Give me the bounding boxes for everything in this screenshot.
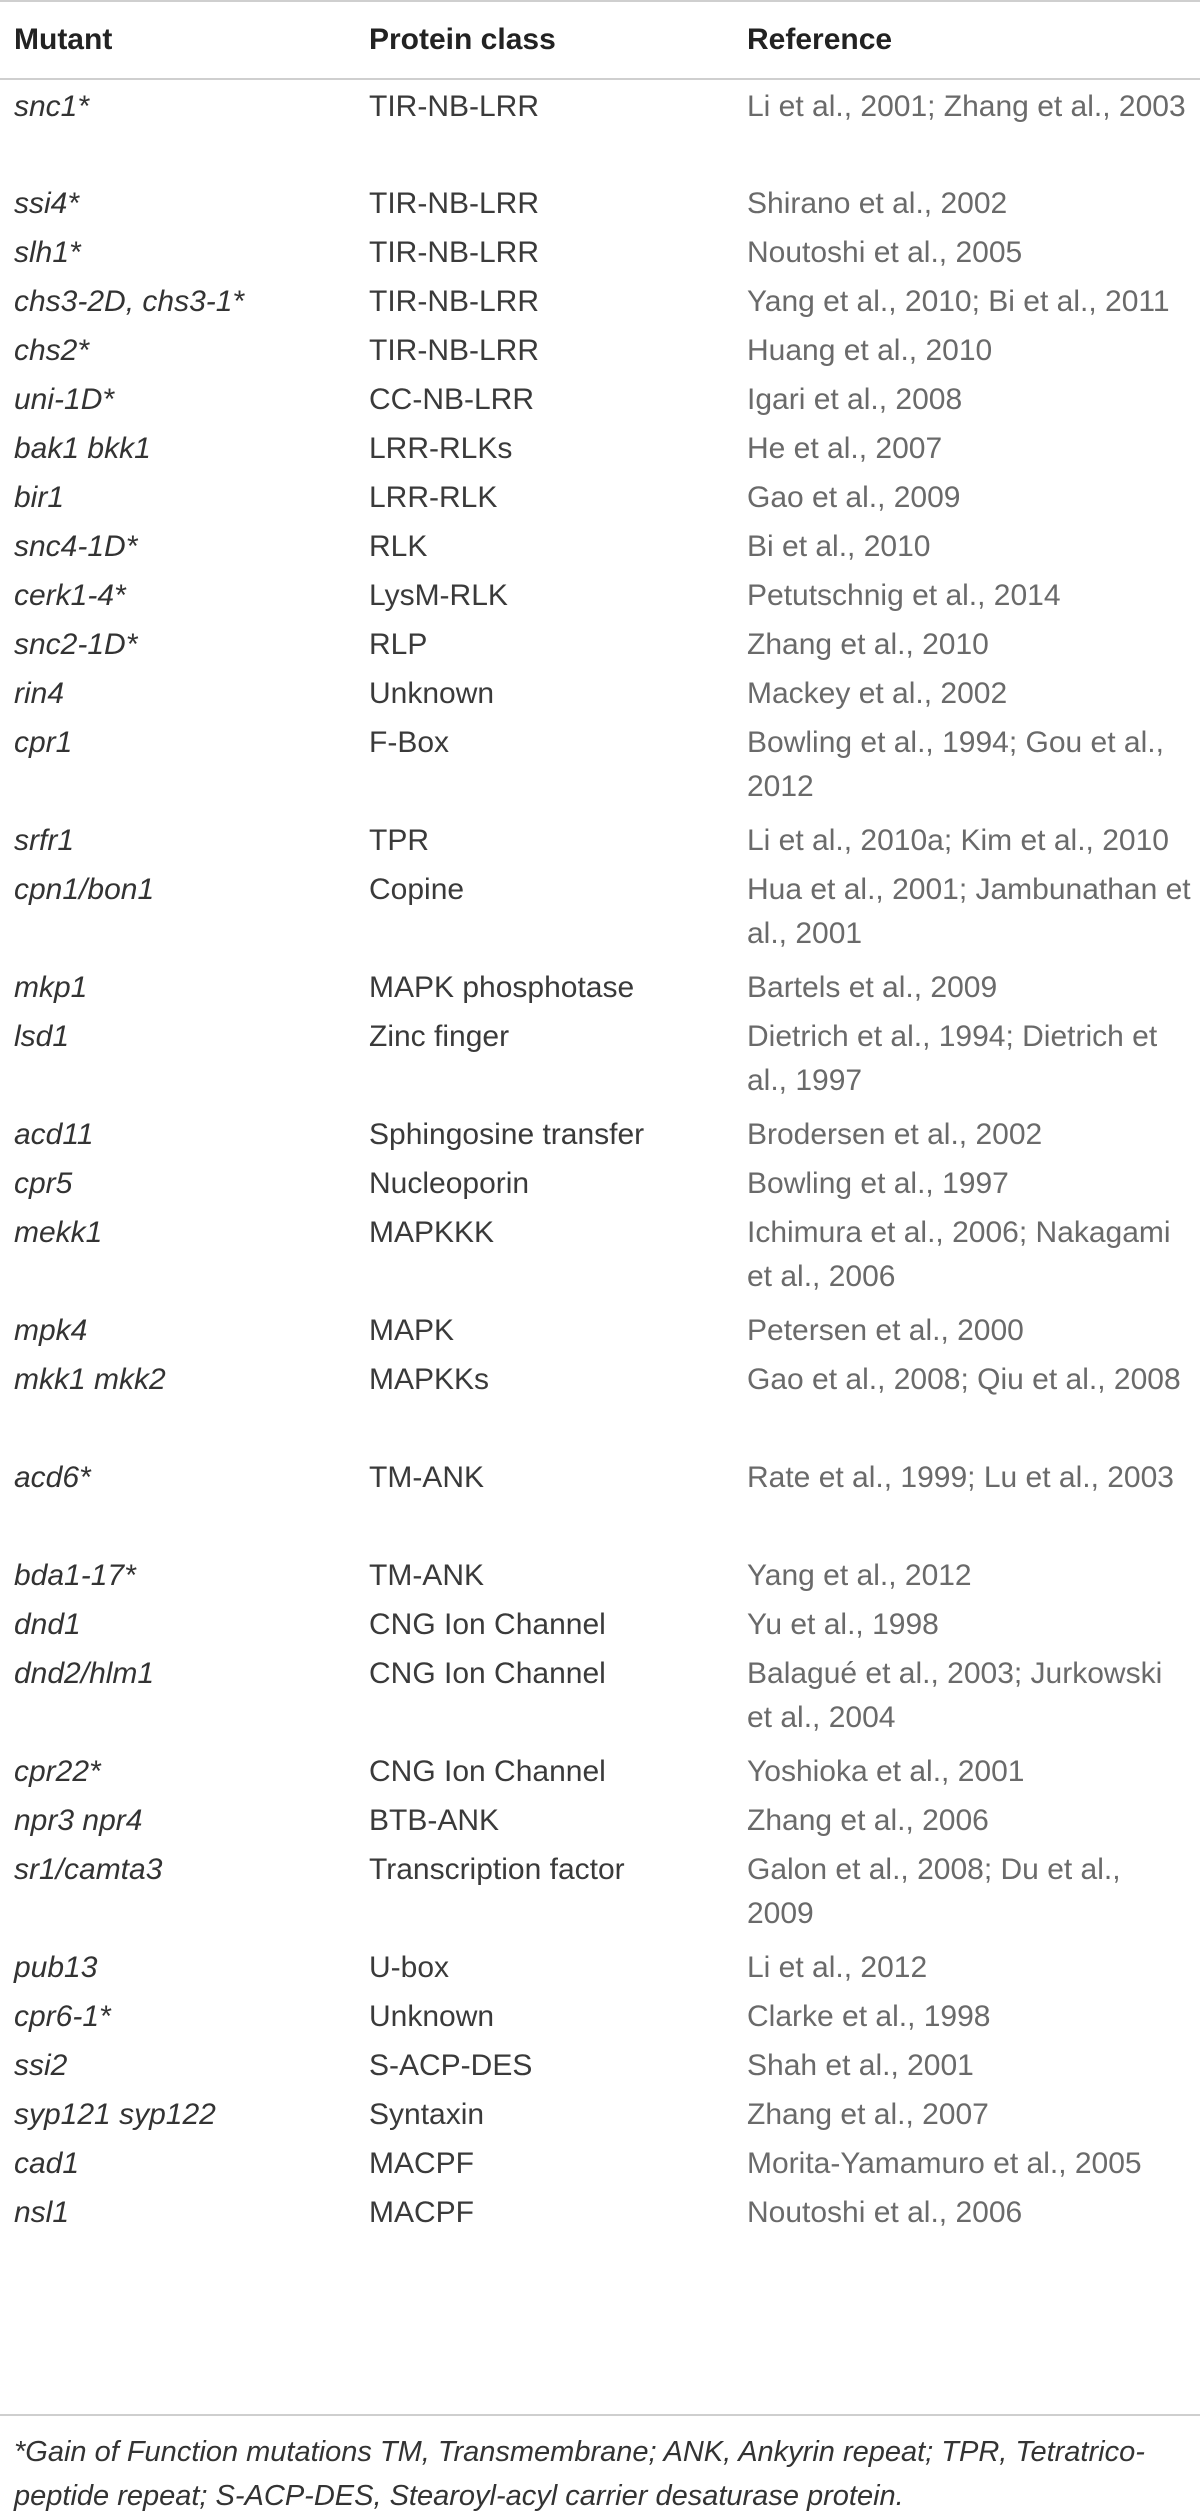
mutant-cell: snc2-1D*: [14, 628, 138, 661]
protein-class-cell: Zinc finger: [369, 1020, 510, 1053]
reference-cell: Li et al., 2001; Zhang et al., 2003: [747, 90, 1186, 123]
table-row: [0, 520, 1200, 569]
mutant-cell: sr1/camta3: [14, 1853, 163, 1886]
protein-class-cell: U-box: [369, 1951, 450, 1984]
protein-class-cell: F-Box: [369, 726, 450, 759]
table-row: [0, 1157, 1200, 1206]
mutant-cell: chs3-2D, chs3-1*: [14, 285, 245, 318]
table-row: [0, 2088, 1200, 2137]
protein-class-cell: Copine: [369, 873, 465, 906]
table-row: [0, 1304, 1200, 1353]
reference-cell: Petersen et al., 2000: [747, 1314, 1024, 1347]
reference-cell: Gao et al., 2008; Qiu et al., 2008: [747, 1363, 1181, 1396]
table-row: [0, 422, 1200, 471]
mutant-cell: ssi2: [14, 2049, 68, 2082]
table-row: [0, 1353, 1200, 1451]
protein-class-cell: CNG Ion Channel: [369, 1657, 606, 1690]
table-row: [0, 324, 1200, 373]
protein-class-cell: TM-ANK: [369, 1461, 484, 1494]
mutant-cell: cpr22*: [14, 1755, 101, 1788]
mutant-cell: syp121 syp122: [14, 2098, 216, 2131]
reference-cell: Zhang et al., 2010: [747, 628, 989, 661]
reference-cell: Galon et al., 2008; Du et al., 2009: [747, 1853, 1121, 1930]
mutant-cell: npr3 npr4: [14, 1804, 143, 1837]
mutant-cell: cad1: [14, 2147, 80, 2180]
protein-class-cell: Nucleoporin: [369, 1167, 530, 1200]
mutant-cell: nsl1: [14, 2196, 70, 2229]
reference-cell: Clarke et al., 1998: [747, 2000, 991, 2033]
mutant-cell: bak1 bkk1: [14, 432, 151, 465]
reference-cell: Yang et al., 2010; Bi et al., 2011: [747, 285, 1170, 318]
protein-class-cell: MACPF: [369, 2147, 474, 2180]
protein-class-cell: LRR-RLK: [369, 481, 498, 514]
table-row: [0, 1598, 1200, 1647]
reference-cell: Ichimura et al., 2006; Nakagami et al., 2006: [747, 1216, 1171, 1293]
table-row: [0, 226, 1200, 275]
table-row: [0, 1010, 1200, 1108]
table-row: [0, 1794, 1200, 1843]
protein-class-cell: LysM-RLK: [369, 579, 508, 612]
protein-class-cell: TIR-NB-LRR: [369, 334, 539, 367]
protein-class-cell: TIR-NB-LRR: [369, 90, 539, 123]
protein-class-cell: Transcription factor: [369, 1853, 625, 1886]
header-mutant: Mutant: [14, 23, 113, 56]
protein-class-cell: LRR-RLKs: [369, 432, 513, 465]
protein-class-cell: TIR-NB-LRR: [369, 285, 539, 318]
table-row: [0, 373, 1200, 422]
table-row: [0, 814, 1200, 863]
mutant-cell: acd6*: [14, 1461, 91, 1494]
mutant-cell: mekk1: [14, 1216, 103, 1249]
protein-class-cell: CNG Ion Channel: [369, 1755, 606, 1788]
table-row: [0, 1647, 1200, 1745]
protein-class-cell: TPR: [369, 824, 429, 857]
mutant-cell: snc4-1D*: [14, 530, 138, 563]
reference-cell: He et al., 2007: [747, 432, 943, 465]
reference-cell: Bartels et al., 2009: [747, 971, 998, 1004]
reference-cell: Yoshioka et al., 2001: [747, 1755, 1025, 1788]
protein-class-cell: Sphingosine transfer: [369, 1118, 645, 1151]
table-row: [0, 1206, 1200, 1304]
mutant-cell: ssi4*: [14, 187, 80, 220]
mutant-cell: cerk1-4*: [14, 579, 126, 612]
table-body: [0, 79, 1200, 2247]
mutant-cell: rin4: [14, 677, 65, 710]
mutant-cell: chs2*: [14, 334, 90, 367]
reference-cell: Zhang et al., 2006: [747, 1804, 989, 1837]
protein-class-cell: Unknown: [369, 2000, 495, 2033]
reference-cell: Li et al., 2010a; Kim et al., 2010: [747, 824, 1169, 857]
table-row: [0, 1990, 1200, 2039]
table-row: [0, 1451, 1200, 1549]
mutant-cell: slh1*: [14, 236, 81, 269]
reference-cell: Morita-Yamamuro et al., 2005: [747, 2147, 1142, 2180]
mutant-cell: dnd1: [14, 1608, 81, 1641]
table-header: [0, 1, 1200, 79]
reference-cell: Yu et al., 1998: [747, 1608, 939, 1641]
protein-class-cell: TM-ANK: [369, 1559, 484, 1592]
mutant-cell: bda1-17*: [14, 1559, 136, 1592]
reference-cell: Bowling et al., 1997: [747, 1167, 1009, 1200]
reference-cell: Yang et al., 2012: [747, 1559, 972, 1592]
reference-cell: Huang et al., 2010: [747, 334, 993, 367]
protein-class-cell: S-ACP-DES: [369, 2049, 533, 2082]
reference-cell: Shah et al., 2001: [747, 2049, 974, 2082]
table-row: [0, 79, 1200, 177]
reference-cell: Hua et al., 2001; Jambunathan et al., 2001: [747, 873, 1191, 950]
mutant-cell: mkp1: [14, 971, 88, 1004]
protein-class-cell: MAPKKK: [369, 1216, 495, 1249]
table-row: [0, 1843, 1200, 1941]
reference-cell: Mackey et al., 2002: [747, 677, 1008, 710]
reference-cell: Shirano et al., 2002: [747, 187, 1008, 220]
protein-class-cell: RLK: [369, 530, 428, 563]
reference-cell: Igari et al., 2008: [747, 383, 963, 416]
table-row: [0, 471, 1200, 520]
protein-class-cell: Syntaxin: [369, 2098, 485, 2131]
table-row: [0, 569, 1200, 618]
reference-cell: Dietrich et al., 1994; Dietrich et al., 1997: [747, 1020, 1158, 1097]
mutant-cell: srfr1: [14, 824, 74, 857]
protein-class-cell: TIR-NB-LRR: [369, 187, 539, 220]
protein-class-cell: MAPK: [369, 1314, 455, 1347]
protein-class-cell: CC-NB-LRR: [369, 383, 534, 416]
reference-cell: Noutoshi et al., 2005: [747, 236, 1023, 269]
table-row: [0, 275, 1200, 324]
mutant-cell: dnd2/hlm1: [14, 1657, 155, 1690]
table-footnote: *Gain of Function mutations TM, Transmembrane; ANK, Ankyrin repeat; TPR, Tetratrico-peptide repeat; S-ACP-DES, Stearoyl-acyl carrier desaturase protein.: [0, 2414, 1200, 2518]
protein-class-cell: RLP: [369, 628, 428, 661]
reference-cell: Rate et al., 1999; Lu et al., 2003: [747, 1461, 1174, 1494]
header-reference: Reference: [747, 23, 893, 56]
table-row: [0, 618, 1200, 667]
table-row: [0, 667, 1200, 716]
reference-cell: Petutschnig et al., 2014: [747, 579, 1061, 612]
mutant-cell: cpn1/bon1: [14, 873, 155, 906]
header-protein-class: Protein class: [369, 23, 556, 56]
mutant-cell: cpr5: [14, 1167, 73, 1200]
reference-cell: Gao et al., 2009: [747, 481, 961, 514]
protein-class-cell: MAPKKs: [369, 1363, 490, 1396]
header-row: [0, 1, 1200, 79]
protein-class-cell: BTB-ANK: [369, 1804, 500, 1837]
reference-cell: Li et al., 2012: [747, 1951, 928, 1984]
table-row: [0, 177, 1200, 226]
reference-cell: Noutoshi et al., 2006: [747, 2196, 1023, 2229]
mutant-cell: lsd1: [14, 1020, 70, 1053]
mutant-cell: mkk1 mkk2: [14, 1363, 166, 1396]
mutant-cell: cpr6-1*: [14, 2000, 111, 2033]
table-row: [0, 863, 1200, 961]
table-row: [0, 1941, 1200, 1990]
mutant-cell: acd11: [14, 1118, 94, 1151]
table-row: [0, 2137, 1200, 2186]
mutant-cell: bir1: [14, 481, 65, 514]
protein-class-cell: Unknown: [369, 677, 495, 710]
mutant-cell: pub13: [14, 1951, 98, 1984]
protein-class-cell: TIR-NB-LRR: [369, 236, 539, 269]
protein-class-cell: MAPK phosphotase: [369, 971, 635, 1004]
protein-class-cell: CNG Ion Channel: [369, 1608, 606, 1641]
mutant-cell: cpr1: [14, 726, 73, 759]
mutant-cell: uni-1D*: [14, 383, 115, 416]
mutant-cell: snc1*: [14, 90, 90, 123]
table-row: [0, 961, 1200, 1010]
reference-cell: Balagué et al., 2003; Jurkowski et al., 2004: [747, 1657, 1163, 1734]
mutant-cell: mpk4: [14, 1314, 88, 1347]
table-row: [0, 1745, 1200, 1794]
table-row: [0, 2186, 1200, 2247]
reference-cell: Bi et al., 2010: [747, 530, 931, 563]
table-row: [0, 2039, 1200, 2088]
reference-cell: Brodersen et al., 2002: [747, 1118, 1043, 1151]
table-row: [0, 1549, 1200, 1598]
reference-cell: Bowling et al., 1994; Gou et al., 2012: [747, 726, 1164, 803]
table-row: [0, 716, 1200, 814]
table-row: [0, 1108, 1200, 1157]
protein-class-cell: MACPF: [369, 2196, 474, 2229]
reference-cell: Zhang et al., 2007: [747, 2098, 989, 2131]
